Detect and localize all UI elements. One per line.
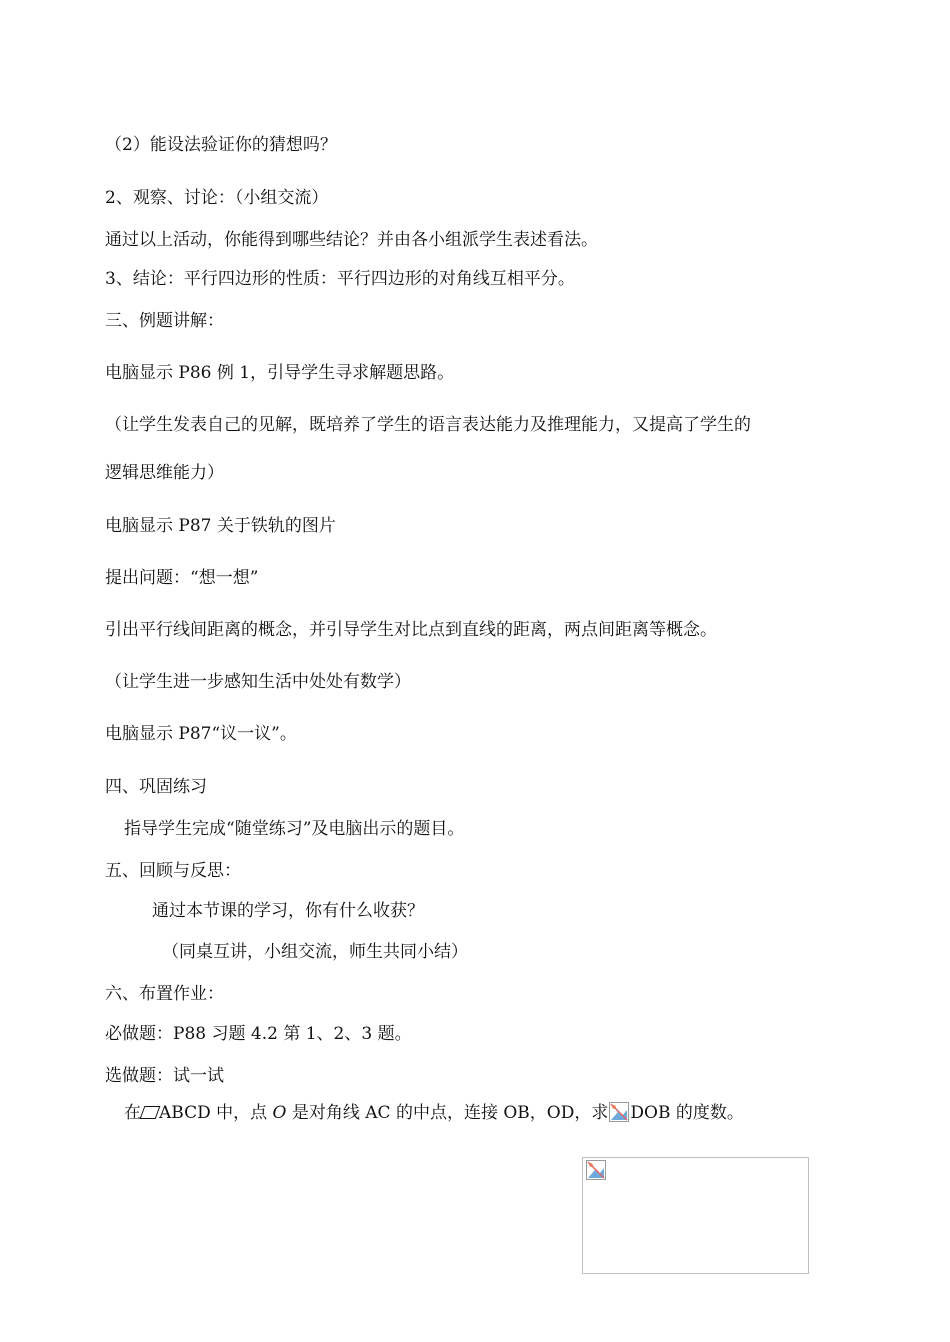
section-heading: 四、巩固练习	[105, 777, 207, 797]
text-line: 选做题：试一试	[105, 1066, 224, 1086]
text-line: （同桌互讲，小组交流，师生共同小结）	[162, 942, 468, 962]
text-line: 指导学生完成“随堂练习”及电脑出示的题目。	[124, 819, 465, 839]
text-line: 2、观察、讨论：（小组交流）	[105, 188, 329, 208]
text-line: （让学生进一步感知生活中处处有数学）	[105, 672, 411, 692]
broken-image-icon	[586, 1160, 606, 1180]
text-line: 通过本节课的学习，你有什么收获？	[152, 901, 424, 921]
image-placeholder-frame	[582, 1157, 809, 1274]
text-line: （2）能设法验证你的猜想吗？	[105, 135, 337, 155]
point-label: O	[272, 1103, 287, 1123]
exercise-part2: 是对角线 AC 的中点，连接 OB，OD，求	[286, 1103, 609, 1123]
text-line: 电脑显示 P87“议一议”。	[105, 724, 297, 744]
text-line: 通过以上活动，你能得到哪些结论？并由各小组派学生表述看法。	[105, 230, 598, 250]
text-line: 逻辑思维能力）	[105, 463, 224, 483]
exercise-part1: ABCD 中，点	[159, 1103, 273, 1123]
section-heading: 三、例题讲解：	[105, 311, 224, 331]
parallelogram-symbol-icon	[140, 1106, 161, 1119]
text-line: 必做题：P88 习题 4.2 第 1、2、3 题。	[105, 1024, 412, 1044]
text-line: 引出平行线间距离的概念，并引导学生对比点到直线的距离，两点间距离等概念。	[105, 620, 717, 640]
section-heading: 五、回顾与反思：	[105, 861, 241, 881]
text-line: （让学生发表自己的见解，既培养了学生的语言表达能力及推理能力，又提高了学生的	[105, 415, 751, 435]
section-heading: 六、布置作业：	[105, 984, 224, 1004]
exercise-prefix: 在	[124, 1103, 141, 1123]
exercise-part3: DOB 的度数。	[630, 1103, 744, 1123]
exercise-line	[124, 1102, 744, 1124]
broken-image-icon	[609, 1102, 629, 1122]
text-line: 3、结论：平行四边形的性质：平行四边形的对角线互相平分。	[105, 269, 575, 289]
text-line: 电脑显示 P86 例 1，引导学生寻求解题思路。	[105, 363, 455, 383]
text-line: 电脑显示 P87 关于铁轨的图片	[105, 516, 336, 536]
text-line: 提出问题：“想一想”	[105, 568, 259, 588]
